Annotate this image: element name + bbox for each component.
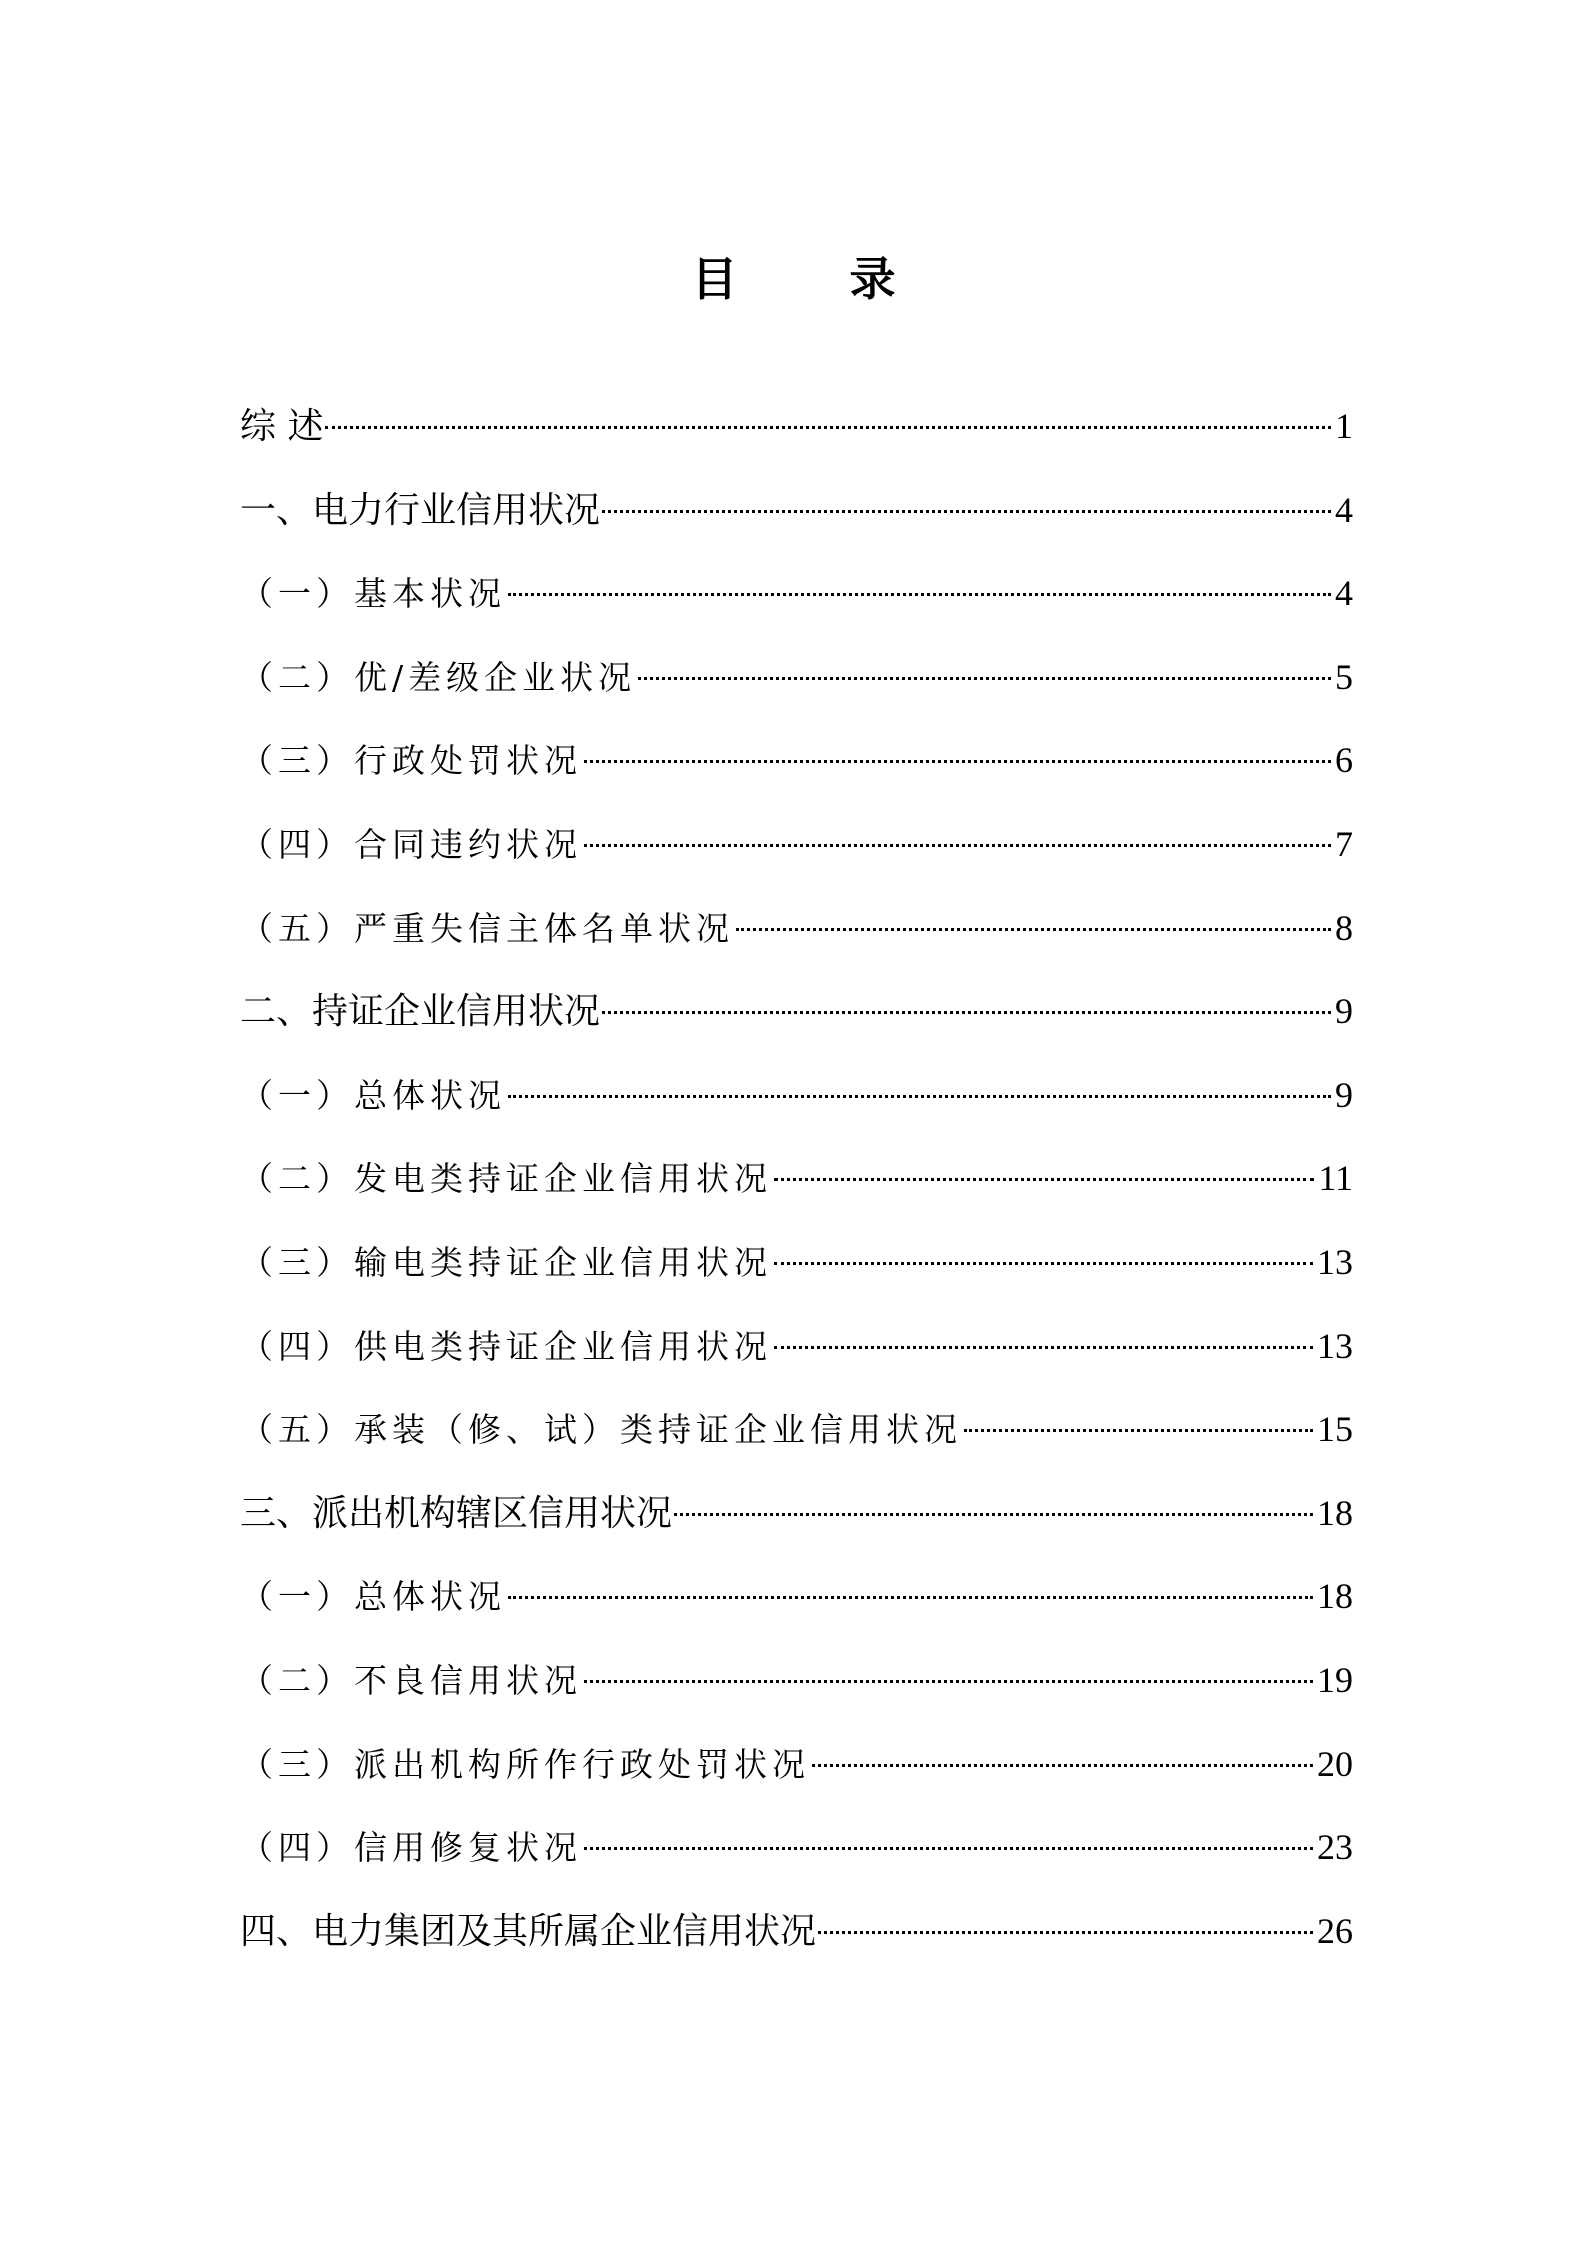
toc-dot-leader [602, 1011, 1331, 1014]
toc-entry-label: （三）派出机构所作行政处罚状况 [240, 1744, 810, 1784]
toc-dot-leader [818, 1931, 1313, 1934]
toc-entry-label: （二）优/差级企业状况 [240, 657, 637, 697]
toc-dot-leader [812, 1764, 1313, 1767]
toc-dot-leader [584, 760, 1331, 763]
toc-entry[interactable] [240, 1483, 1353, 1567]
toc-page-number: 1 [1335, 406, 1353, 446]
toc-entry[interactable] [240, 898, 1353, 982]
toc-entry[interactable] [240, 480, 1353, 564]
toc-entry[interactable] [240, 563, 1353, 647]
toc-page-number: 4 [1335, 489, 1353, 530]
toc-page-number: 23 [1317, 1827, 1353, 1868]
toc-entry-label: （五）承装（修、试）类持证企业信用状况 [240, 1410, 962, 1450]
toc-page-number: 19 [1317, 1659, 1353, 1700]
toc-page-number: 18 [1317, 1576, 1353, 1617]
toc-dot-leader [674, 1513, 1313, 1516]
toc-entry[interactable] [240, 1901, 1353, 1985]
toc-entry[interactable] [240, 1566, 1353, 1650]
toc-entry[interactable] [240, 730, 1353, 814]
toc-dot-leader [602, 510, 1331, 513]
toc-entry-label: （五）严重失信主体名单状况 [240, 908, 734, 948]
toc-entry-label: （二）不良信用状况 [240, 1660, 582, 1700]
toc-page-number: 20 [1317, 1743, 1353, 1784]
toc-entry-label: （三）输电类持证企业信用状况 [240, 1242, 772, 1282]
toc-entry-label: 二、持证企业信用状况 [240, 991, 601, 1033]
toc-entry-label: （一）总体状况 [240, 1577, 506, 1617]
toc-dot-leader [508, 1596, 1313, 1599]
toc-entry-label: （四）供电类持证企业信用状况 [240, 1326, 772, 1366]
toc-entry[interactable] [240, 814, 1353, 898]
table-of-contents [240, 396, 1353, 1984]
toc-entry[interactable] [240, 1650, 1353, 1734]
toc-entry-label: （四）合同违约状况 [240, 824, 582, 864]
toc-entry[interactable] [240, 396, 1353, 480]
toc-dot-leader [584, 1680, 1313, 1683]
toc-page-number: 4 [1335, 573, 1353, 614]
toc-entry-label: （三）行政处罚状况 [240, 741, 582, 781]
toc-page-number: 8 [1335, 907, 1353, 948]
toc-page-number: 6 [1335, 740, 1353, 781]
page-title: 目 录 [691, 251, 944, 306]
toc-entry[interactable] [240, 1817, 1353, 1901]
toc-page-number: 15 [1317, 1409, 1353, 1450]
toc-entry-label: （二）发电类持证企业信用状况 [240, 1159, 772, 1199]
toc-dot-leader [508, 593, 1331, 596]
toc-entry[interactable] [240, 1316, 1353, 1400]
toc-entry[interactable] [240, 981, 1353, 1065]
toc-entry-label: （一）基本状况 [240, 574, 506, 614]
toc-entry-label: 一、电力行业信用状况 [240, 489, 601, 531]
toc-entry[interactable] [240, 1399, 1353, 1483]
toc-dot-leader [774, 1346, 1313, 1349]
toc-dot-leader [774, 1178, 1314, 1181]
toc-page-number: 5 [1335, 656, 1353, 697]
toc-entry[interactable] [240, 1148, 1353, 1232]
toc-entry-label: （四）信用修复状况 [240, 1828, 582, 1868]
toc-dot-leader [508, 1095, 1331, 1098]
toc-page-number: 13 [1317, 1325, 1353, 1366]
toc-dot-leader [584, 844, 1331, 847]
toc-dot-leader [736, 928, 1331, 931]
toc-dot-leader [584, 1847, 1313, 1850]
toc-page-number: 9 [1335, 991, 1353, 1032]
toc-page-number: 13 [1317, 1241, 1353, 1282]
toc-page-number: 18 [1317, 1492, 1353, 1533]
toc-page-number: 9 [1335, 1074, 1353, 1115]
toc-entry[interactable] [240, 647, 1353, 731]
toc-entry-label: 三、派出机构辖区信用状况 [240, 1492, 673, 1534]
toc-page-number: 7 [1335, 823, 1353, 864]
toc-entry-label: 四、电力集团及其所属企业信用状况 [240, 1910, 817, 1952]
toc-entry[interactable] [240, 1734, 1353, 1818]
toc-dot-leader [964, 1429, 1313, 1432]
toc-dot-leader [638, 677, 1331, 680]
toc-entry-label: 综 述 [240, 406, 324, 447]
toc-page-number: 11 [1318, 1158, 1353, 1199]
toc-entry[interactable] [240, 1232, 1353, 1316]
toc-dot-leader [774, 1262, 1313, 1265]
toc-page-number: 26 [1317, 1910, 1353, 1951]
toc-entry[interactable] [240, 1065, 1353, 1149]
toc-entry-label: （一）总体状况 [240, 1075, 506, 1115]
toc-dot-leader [325, 426, 1331, 429]
